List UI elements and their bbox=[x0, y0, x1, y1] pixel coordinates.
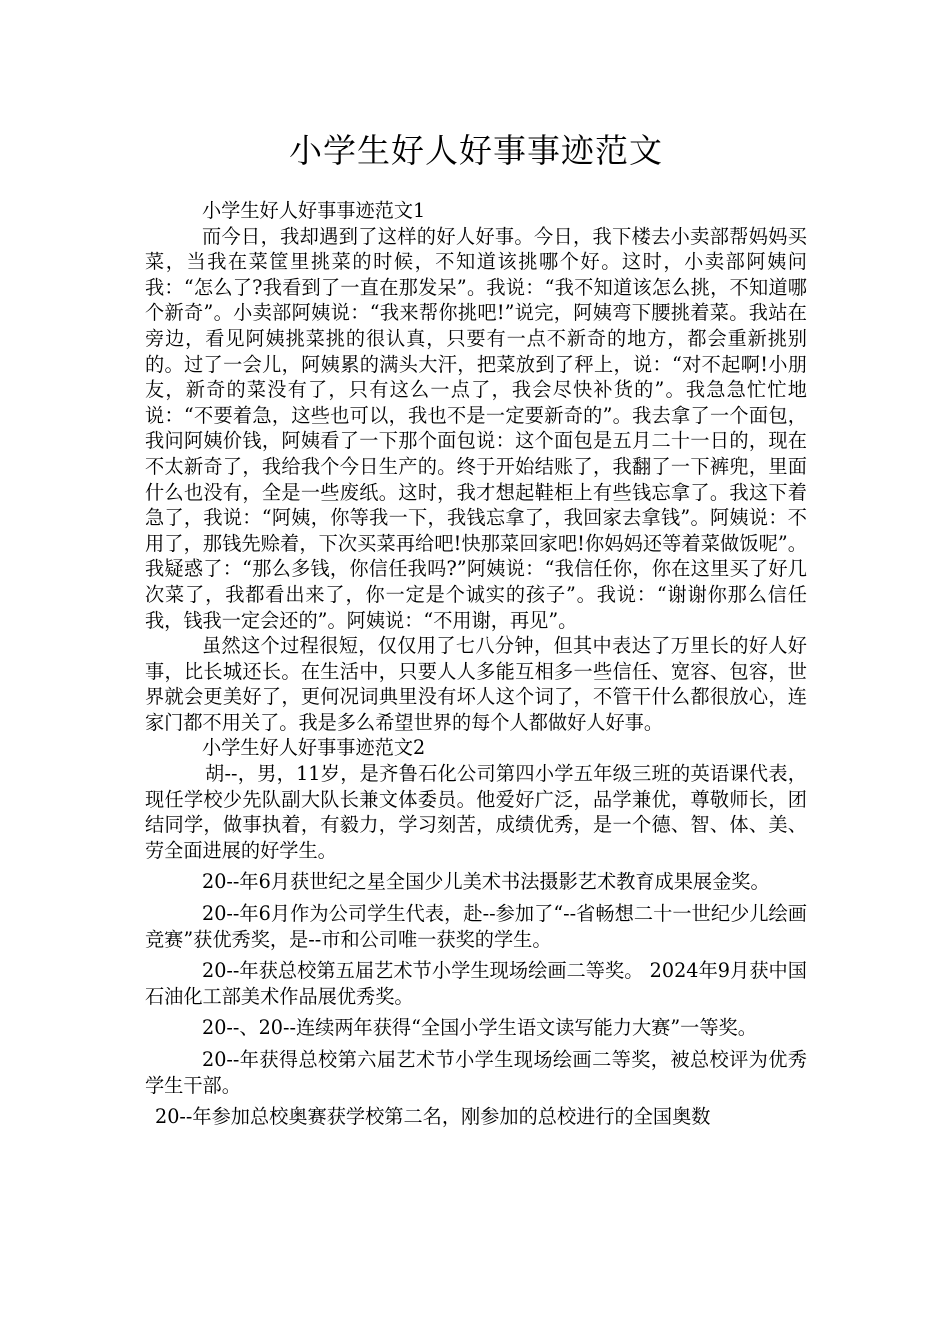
body-paragraph: 20--年6月作为公司学生代表，赴--参加了“--省畅想二十一世纪少儿绘画竞赛”获优秀奖，是--市和公司唯一获奖的学生。 bbox=[145, 902, 807, 951]
body-paragraph: 而今日，我却遇到了这样的好人好事。今日，我下楼去小卖部帮妈妈买菜，当我在菜筐里挑菜的时候，不知道该挑哪个好。这时，小卖部阿姨问我：“怎么了?我看到了一直在那发呆”。我说：“我不知道该怎么挑，不知道哪个新奇”。小卖部阿姨说：“我来帮你挑吧!”说完，阿姨弯下腰挑着菜。我站在旁边，看见阿姨挑菜挑的很认真，只要有一点不新奇的地方，都会重新挑别的。过了一会儿，阿姨累的满头大汗，把菜放到了秤上，说：“对不起啊!小朋友，新奇的菜没有了，只有这么一点了，我会尽快补货的”。我急急忙忙地说：“不要着急，这些也可以，我也不是一定要新奇的”。我去拿了一个面包，我问阿姨价钱，阿姨看了一下那个面包说：这个面包是五月二十一日的，现在不太新奇了，我给我个今日生产的。终于开始结账了，我翻了一下裤兜，里面什么也没有，全是一些废纸。这时，我才想起鞋柜上有些钱忘拿了。我这下着急了，我说：“阿姨，你等我一下，我钱忘拿了，我回家去拿钱”。阿姨说：不用了，那钱先赊着，下次买菜再给吧!快那菜回家吧!你妈妈还等着菜做饭呢”。我疑惑了：“那么多钱，你信任我吗?”阿姨说：“我信任你，你在这里买了好几次菜了，我都看出来了，你一定是个诚实的孩子”。我说：“谢谢你那么信任我，钱我一定会还的”。阿姨说：“不用谢，再见”。 bbox=[145, 224, 807, 632]
body-paragraph: 20--年参加总校奥赛获学校第二名，刚参加的总校进行的全国奥数 bbox=[155, 1105, 711, 1129]
body-paragraph: 虽然这个过程很短，仅仅用了七八分钟，但其中表达了万里长的好人好事，比长城还长。在生活中，只要人人多能互相多一些信任、宽容、包容，世界就会更美好了，更何况词典里没有坏人这个词了，不管干什么都很放心，连家门都不用关了。我是多么希望世界的每个人都做好人好事。 bbox=[145, 634, 807, 734]
section-heading: 小学生好人好事事迹范文2 bbox=[202, 736, 426, 760]
section-heading: 小学生好人好事事迹范文1 bbox=[202, 199, 426, 222]
body-paragraph: 20--年6月获世纪之星全国少儿美术书法摄影艺术教育成果展金奖。 bbox=[202, 870, 770, 894]
document-title: 小学生好人好事事迹范文 bbox=[289, 131, 663, 170]
document-page bbox=[145, 120, 807, 1130]
body-paragraph: 20--年获得总校第六届艺术节小学生现场绘画二等奖，被总校评为优秀学生干部。 bbox=[145, 1048, 807, 1097]
body-paragraph: 胡--，男，11岁，是齐鲁石化公司第四小学五年级三班的英语课代表，现任学校少先队副大队长兼文体委员。他爱好广泛，品学兼优，尊敬师长，团结同学，做事执着，有毅力，学习刻苦，成绩优秀，是一个德、智、体、美、劳全面进展的好学生。 bbox=[145, 762, 807, 862]
body-paragraph: 20--、20--连续两年获得“全国小学生语文读写能力大赛”一等奖。 bbox=[202, 1016, 757, 1040]
body-paragraph: 20--年获总校第五届艺术节小学生现场绘画二等奖。 2024年9月获中国石油化工部美术作品展优秀奖。 bbox=[145, 959, 807, 1008]
